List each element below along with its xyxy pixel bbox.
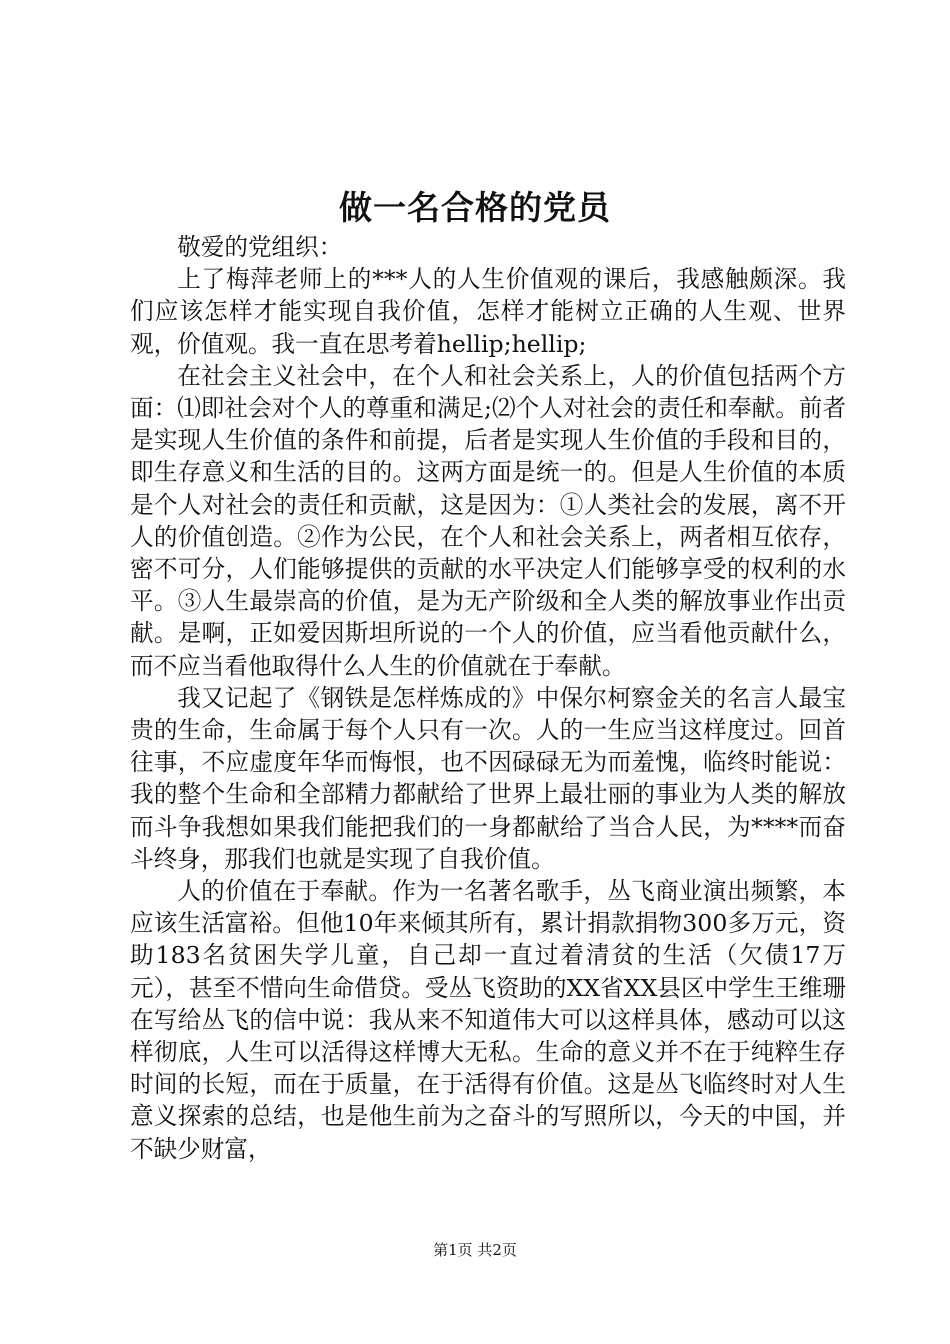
paragraph: 我又记起了《钢铁是怎样炼成的》中保尔柯察金关的名言人最宝贵的生命，生命属于每个人只有一次。人的一生应当这样度过。回首往事，不应虚度年华而悔恨，也不因碌碌无为而羞愧，临终时能说：我的整个生命和全部精力都献给了世界上最壮丽的事业为人类的解放而斗争我想如果我们能把我们的一身都献给了当合人民，为****而奋斗终身，那我们也就是实现了自我价值。 (130, 683, 846, 873)
document-body (130, 231, 846, 1165)
document-title: 做一名合格的党员 (339, 188, 611, 227)
paragraph: 上了梅萍老师上的***人的人生价值观的课后，我感触颇深。我们应该怎样才能实现自我价值，怎样才能树立正确的人生观、世界观，价值观。我一直在思考着hellip;hellip; (130, 265, 846, 358)
paragraph: 人的价值在于奉献。作为一名著名歌手，丛飞商业演出频繁，本应该生活富裕。但他10年来倾其所有，累计捐款捐物300多万元，资助183名贫困失学儿童，自己却一直过着清贫的生活（欠债17万元），甚至不惜向生命借贷。受丛飞资助的XX省XX县区中学生王维珊在写给丛飞的信中说：我从来不知道伟大可以这样具体，感动可以这样彻底，人生可以活得这样博大无私。生命的意义并不在于纯粹生存时间的长短，而在于质量，在于活得有价值。这是丛飞临终时对人生意义探索的总结，也是他生前为之奋斗的写照所以，今天的中国，并不缺少财富， (130, 877, 847, 1163)
page-number-footer: 第1页 共2页 (433, 1241, 517, 1259)
paragraph: 在社会主义社会中，在个人和社会关系上，人的价值包括两个方面：⑴即社会对个人的尊重和满足;⑵个人对社会的责任和奉献。前者是实现人生价值的条件和前提，后者是实现人生价值的手段和目的，即生存意义和生活的目的。这两方面是统一的。但是人生价值的本质是个人对社会的责任和贡献，这是因为：①人类社会的发展，离不开人的价值创造。②作为公民，在个人和社会关系上，两者相互依存，密不可分，人们能够提供的贡献的水平决定人们能够享受的权利的水平。③人生最崇高的价值，是为无产阶级和全人类的解放事业作出贡献。是啊，正如爱因斯坦所说的一个人的价值，应当看他贡献什么，而不应当看他取得什么人生的价值就在于奉献。 (130, 361, 846, 680)
salutation: 敬爱的党组织： (177, 233, 343, 261)
